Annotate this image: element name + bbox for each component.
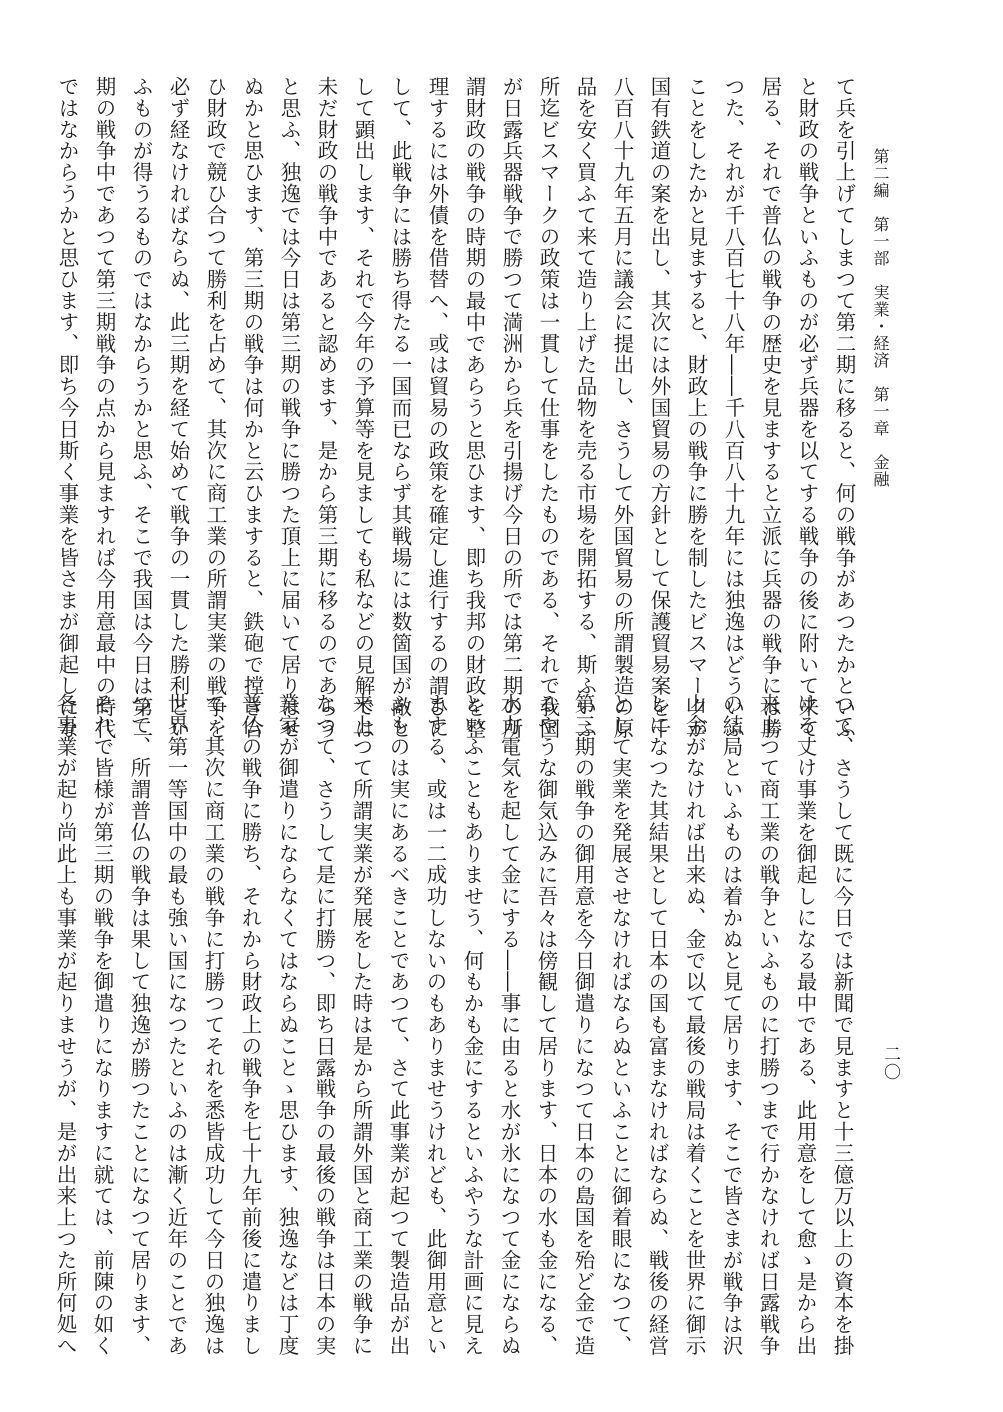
text-line: て、其次に商工業の戦争に打勝つてそれを悉皆成功して今日の独逸は xyxy=(201,693,225,1357)
text-line: ひ財政で競ひ合つて勝利を占めて、其次に商工業の所謂実業の戦争を xyxy=(203,76,227,740)
text-line: 所迄ビスマークの政策は一貫して仕事をしたものである、それで我国 xyxy=(536,76,560,740)
upper-text-block xyxy=(55,76,862,740)
page-number: 二〇 xyxy=(880,1045,900,1081)
text-line: して顕出します、それで今年の予算等を見ましても私などの見解では xyxy=(351,76,375,740)
text-line: ぬかと思ひます、第三期の戦争は何かと云ひますると、鉄砲で摚き合 xyxy=(240,76,264,740)
text-line: 品を安く買ふて来て造り上げた品物を売る市場を開拓する、斯ふいふ xyxy=(573,76,597,740)
text-line: しになつた其結果として日本の国も富まなければならぬ、戦後の経営 xyxy=(645,693,669,1357)
text-line: ける丈け事業を御起しになる最中である、此用意をして愈ゝ是から出 xyxy=(793,693,817,1357)
text-line: て兵を引上げてしまつて第二期に移ると、何の戦争があつたかといふ xyxy=(832,76,856,740)
text-line: ことをしたかと見ますると、財政上の戦争に勝を制したビスマークが xyxy=(684,76,708,740)
text-line: 山金がなければ出来ぬ、金で以て最後の戦局は着くことを世界に御示 xyxy=(682,693,706,1357)
text-line: 業家が御遣りにならなくてはならぬことゝ思ひます、独逸などは丁度 xyxy=(275,693,299,1357)
text-line: が日露兵器戦争で勝つて満洲から兵を引揚げ今日の所では第二期の所 xyxy=(499,76,523,740)
text-line: 来上つて商工業の戦争といふものに打勝つまで行かなければ日露戦争 xyxy=(756,693,780,1357)
text-line: まする、或は一二成功しないのもありませうけれども、此御用意とい xyxy=(423,693,447,1357)
text-line: それで皆様が第三期の戦争を御遣りになりますに就ては、前陳の如く xyxy=(90,693,114,1357)
running-header: 第二編 第一部 実業・経済 第一章 金融 xyxy=(871,148,890,488)
text-line: ふものは実にあるべきことであつて、さて此事業が起つて製造品が出 xyxy=(386,693,410,1357)
text-line: 来上つて所謂実業が発展をした時は是から所謂外国と商工業の戦争に xyxy=(349,693,373,1357)
text-line: 八百八十九年五月に議会に提出し、さうして外国貿易の所謂製造の原 xyxy=(610,76,634,740)
lower-text-block xyxy=(42,693,860,1357)
text-line: 世界第一等国中の最も強い国になつたといふのは漸く近年のことであ xyxy=(164,693,188,1357)
text-line: 居る、それで普仏の戦争の歴史を見ますると立派に兵器の戦争には勝 xyxy=(758,76,782,740)
text-line: 第三期の戦争の御用意を今日御遣りになつて日本の島国を殆ど金で造 xyxy=(571,693,595,1357)
text-line: の結局といふものは着かぬと見て居ります、そこで皆さまが戦争は沢 xyxy=(719,693,743,1357)
text-line: なつて、さうして是に打勝つ、即ち日露戦争の最後の戦争は日本の実 xyxy=(312,693,336,1357)
text-line: と財政の戦争といふものが必ず兵器を以てする戦争の後に附いて来て xyxy=(795,76,819,740)
text-line: つて、所謂普仏の戦争は果して独逸が勝つたことになつて居ります、 xyxy=(127,693,151,1357)
text-line: して、此戦争には勝ち得たる一国而已ならず其戦場には数箇国が敵と xyxy=(388,76,412,740)
text-line: 国有鉄道の案を出し、其次には外国貿易の方針として保護貿易案を千 xyxy=(647,76,671,740)
text-line: 各事業が起り尚此上も事業が起りませうが、是が出来上つた所何処へ xyxy=(53,693,77,1357)
text-line: と思ふ、独逸では今日は第三期の戦争に勝つた頂上に届いて居りはせ xyxy=(277,76,301,740)
text-line: として実業を発展させなければならぬといふことに御着眼になつて、 xyxy=(608,693,632,1357)
text-line: 必ず経なければならぬ、此三期を経て始めて戦争の一貫した勝利とい xyxy=(166,76,190,740)
text-line: つて、さうして既に今日では新聞で見ますと十三億万以上の資本を掛 xyxy=(830,693,854,1357)
text-line: 期の戦争中であつて第三期戦争の点から見ますれば今用意最中の時代 xyxy=(92,76,116,740)
text-line: 普仏の戦争に勝ち、それから財政上の戦争を七十九年前後に遣りまし xyxy=(238,693,262,1357)
text-line: といふこともありませう、何もかも金にするといふやうな計画に見え xyxy=(460,693,484,1357)
text-line: ではなからうかと思ひます、即ち今日斯く事業を皆さまが御起しにな xyxy=(55,76,79,740)
text-line: ふものが得うるものではなからうかと思ふ、そこで我国は今日は第二 xyxy=(129,76,153,740)
text-line: 未だ財政の戦争中であると認めます、是から第三期に移るのであらう xyxy=(314,76,338,740)
text-line: つた、それが千八百七十八年――千八百八十九年には独逸はどういふ xyxy=(721,76,745,740)
text-line: 謂財政の戦争の時期の最中であらうと思ひます、即ち我邦の財政を整 xyxy=(462,76,486,740)
text-line: 理するには外債を借替へ、或は貿易の政策を確定し進行するの謂ひに xyxy=(425,76,449,740)
text-line: 水力電気を起して金にする――事に由ると水が氷になつて金にならぬ xyxy=(497,693,521,1357)
text-line: るやうな御気込みに吾々は傍観して居ります、日本の水も金になる、 xyxy=(534,693,558,1357)
